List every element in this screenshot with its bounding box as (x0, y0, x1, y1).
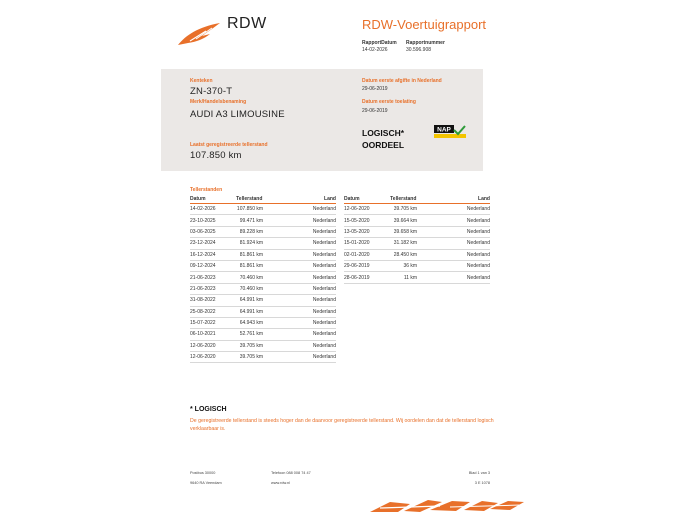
cell-date: 12-06-2020 (344, 204, 390, 215)
cell-land: Nederland (263, 238, 336, 249)
afgifte-value: 29-06-2019 (362, 86, 388, 92)
footer-address: 9640 RA Veendam (190, 481, 222, 485)
cell-land: Nederland (263, 204, 336, 215)
cell-km: 70.460 km (236, 283, 263, 294)
cell-km: 39.705 km (390, 204, 417, 215)
cell-km: 64.991 km (236, 295, 263, 306)
table-row (190, 249, 336, 260)
rapport-datum: 14-02-2026 (362, 47, 388, 53)
cell-land: Nederland (417, 249, 490, 260)
cell-date: 31-08-2022 (190, 295, 236, 306)
note-title: * LOGISCH (190, 406, 227, 413)
tellerstanden-title: Tellerstanden (190, 187, 223, 193)
cell-km: 39.705 km (236, 352, 263, 363)
merk-label: Merk/Handelsbenaming (190, 99, 247, 105)
cell-km: 28.450 km (390, 249, 417, 260)
merk-value: AUDI A3 LIMOUSINE (190, 109, 285, 120)
table-header-row (344, 195, 490, 204)
col-date-header: Datum (344, 195, 360, 202)
cell-km: 64.943 km (236, 317, 263, 328)
col-km-header: Tellerstand (390, 195, 417, 202)
cell-land: Nederland (417, 238, 490, 249)
cell-land: Nederland (263, 215, 336, 226)
cell-date: 23-10-2025 (190, 215, 236, 226)
table-row (344, 226, 490, 237)
table-row (344, 260, 490, 271)
oordeel-title (362, 127, 404, 151)
cell-land: Nederland (263, 272, 336, 283)
table-header-row (190, 195, 336, 204)
oordeel-line1: LOGISCH* (362, 128, 405, 138)
cell-land: Nederland (263, 283, 336, 294)
col-date-header: Datum (190, 195, 206, 202)
table-row (190, 352, 336, 363)
nap-logo-text: NAP (437, 126, 451, 134)
cell-land: Nederland (263, 340, 336, 351)
rapport-datum-label: RapportDatum (362, 40, 397, 46)
table-row (190, 260, 336, 271)
table-row (190, 317, 336, 328)
table-row (344, 238, 490, 249)
toelating-label: Datum eerste toelating (362, 99, 416, 105)
rapportnummer: 30.596.908 (406, 47, 432, 53)
cell-land: Nederland (417, 204, 490, 215)
oordeel-line2: OORDEEL (362, 140, 405, 150)
col-km-header: Tellerstand (236, 195, 263, 202)
table-row (344, 249, 490, 260)
cell-date: 23-12-2024 (190, 238, 236, 249)
table-row (190, 204, 336, 215)
cell-km: 52.761 km (236, 329, 263, 340)
tellerstand-label: Laatst geregistreerde tellerstand (190, 142, 268, 148)
cell-land: Nederland (263, 306, 336, 317)
col-land-header: Land (324, 195, 336, 202)
footer-postbus: Postbus 30000 (190, 471, 216, 475)
table-row (190, 226, 336, 237)
table-row (190, 272, 336, 283)
footer-telefoon: Telefoon 088 008 74 47 (271, 471, 311, 475)
afgifte-label: Datum eerste afgifte in Nederland (362, 78, 442, 84)
cell-date: 21-06-2023 (190, 283, 236, 294)
cell-land: Nederland (263, 249, 336, 260)
odometer-table-right (344, 195, 490, 284)
cell-date: 15-05-2020 (344, 215, 390, 226)
cell-land: Nederland (417, 260, 490, 271)
cell-date: 12-06-2020 (190, 340, 236, 351)
rapportnummer-label: Rapportnummer (406, 40, 445, 46)
table-row (190, 306, 336, 317)
cell-km: 36 km (390, 260, 417, 271)
cell-km: 89.228 km (236, 226, 263, 237)
note-text: De geregistreerde tellerstand is steeds hoger dan de daarvoor geregistreerde tellerstand. Wij oordelen dan dat de tellerstand logisch verklaarbaar is. (190, 418, 494, 432)
odometer-table-left (190, 195, 336, 363)
cell-km: 39.705 km (236, 340, 263, 351)
cell-land: Nederland (263, 329, 336, 340)
cell-date: 21-06-2023 (190, 272, 236, 283)
table-row (190, 215, 336, 226)
cell-land: Nederland (417, 272, 490, 283)
cell-date: 13-05-2020 (344, 226, 390, 237)
cell-land: Nederland (263, 317, 336, 328)
tellerstand-value: 107.850 km (190, 150, 242, 161)
cell-date: 15-07-2022 (190, 317, 236, 328)
cell-km: 81.924 km (236, 238, 263, 249)
table-row (190, 238, 336, 249)
cell-date: 15-01-2020 (344, 238, 390, 249)
cell-land: Nederland (417, 226, 490, 237)
cell-date: 03-06-2025 (190, 226, 236, 237)
cell-land: Nederland (263, 260, 336, 271)
table-row (190, 340, 336, 351)
nap-logo-icon (434, 125, 462, 137)
cell-km: 70.460 km (236, 272, 263, 283)
decorative-stripes-icon (370, 498, 525, 514)
cell-km: 99.471 km (236, 215, 263, 226)
cell-date: 02-01-2020 (344, 249, 390, 260)
footer-code: 3 E 1078 (474, 481, 490, 485)
cell-km: 11 km (390, 272, 417, 283)
cell-date: 12-06-2020 (190, 352, 236, 363)
table-row (190, 295, 336, 306)
kenteken-value: ZN-370-T (190, 86, 233, 97)
cell-km: 81.861 km (236, 249, 263, 260)
table-row (344, 272, 490, 283)
cell-km: 81.861 km (236, 260, 263, 271)
kenteken-label: Kenteken (190, 78, 213, 84)
footer-website[interactable]: www.rdw.nl (271, 481, 290, 485)
cell-date: 09-12-2024 (190, 260, 236, 271)
cell-km: 64.991 km (236, 306, 263, 317)
table-row (190, 329, 336, 340)
cell-km: 39.664 km (390, 215, 417, 226)
cell-km: 107.850 km (236, 204, 263, 215)
table-row (190, 283, 336, 294)
rdw-logo-icon (176, 21, 222, 47)
cell-land: Nederland (263, 352, 336, 363)
cell-km: 39.658 km (390, 226, 417, 237)
table-row (344, 204, 490, 215)
logo-text: RDW (227, 15, 267, 32)
footer-blad: Blad 1 van 3 (468, 471, 490, 475)
col-land-header: Land (478, 195, 490, 202)
cell-date: 14-02-2026 (190, 204, 236, 215)
cell-date: 16-12-2024 (190, 249, 236, 260)
toelating-value: 29-06-2019 (362, 108, 388, 114)
report-title: RDW-Voertuigrapport (362, 17, 487, 32)
cell-date: 28-06-2019 (344, 272, 390, 283)
cell-land: Nederland (263, 226, 336, 237)
cell-date: 25-08-2022 (190, 306, 236, 317)
table-row (344, 215, 490, 226)
cell-land: Nederland (417, 215, 490, 226)
cell-date: 29-06-2019 (344, 260, 390, 271)
cell-date: 06-10-2021 (190, 329, 236, 340)
cell-land: Nederland (263, 295, 336, 306)
cell-km: 31.182 km (390, 238, 417, 249)
